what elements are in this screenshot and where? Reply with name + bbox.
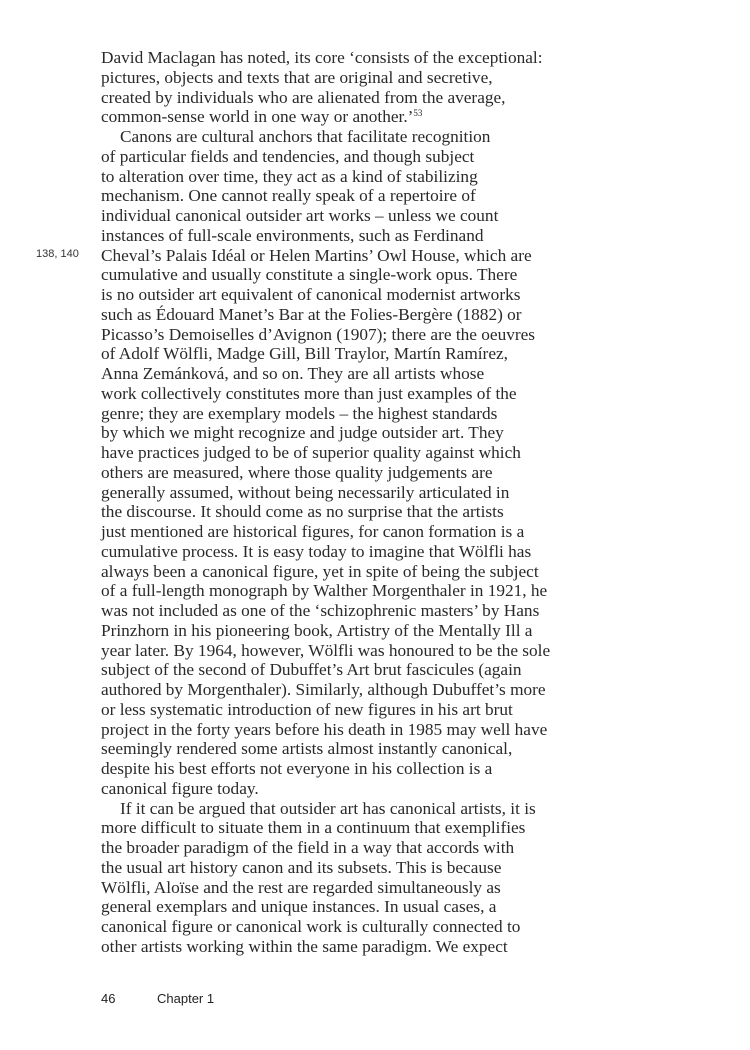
text-line: Canons are cultural anchors that facilitate recognition [120, 127, 491, 146]
running-footer-chapter: Chapter 1 [157, 991, 215, 1006]
text-line: just mentioned are historical figures, for canon formation is a [101, 522, 525, 541]
text-line: the broader paradigm of the field in a way that accords with [101, 838, 515, 857]
text-line: instances of full-scale environments, such as Ferdinand [101, 225, 484, 245]
text-line: of a full-length monograph by Walther Morgenthaler in 1921, he [101, 581, 548, 601]
text-line: mechanism. One cannot really speak of a repertoire of [101, 186, 476, 206]
text-line: always been a canonical figure, yet in spite of being the subject [101, 561, 539, 581]
paragraph-3 [101, 799, 611, 957]
text-line: authored by Morgenthaler). Similarly, although Dubuffet’s more [101, 680, 546, 699]
paragraph-1 [101, 48, 611, 127]
text-line: to alteration over time, they act as a kind of stabilizing [101, 166, 478, 186]
text-line [101, 107, 611, 127]
body-text [101, 48, 611, 957]
text-line: Picasso’s Demoiselles d’Avignon (1907); there are the oeuvres [101, 324, 535, 344]
text-line: was not included as one of the ‘schizophrenic masters’ by Hans [101, 601, 540, 620]
text-line: generally assumed, without being necessarily articulated in [101, 482, 510, 502]
text-line: David Maclagan has noted, its core ‘consists of the exceptional: [101, 48, 543, 67]
text-line: subject of the second of Dubuffet’s Art brut fascicules (again [101, 660, 522, 680]
paragraph-2 [101, 127, 611, 799]
text-line: work collectively constitutes more than just examples of the [101, 383, 517, 403]
text-line: seemingly rendered some artists almost instantly canonical, [101, 739, 513, 759]
text-line: canonical figure today. [101, 778, 259, 798]
text-line: Anna Zemánková, and so on. They are all artists whose [101, 364, 485, 383]
text-line: canonical figure or canonical work is culturally connected to [101, 917, 521, 936]
text-line: cumulative process. It is easy today to imagine that Wölfli has [101, 541, 532, 561]
text-line: general exemplars and unique instances. In usual cases, a [101, 897, 497, 917]
text-line: the discourse. It should come as no surprise that the artists [101, 502, 504, 522]
text-line: such as Édouard Manet’s Bar at the Folies-Bergère (1882) or [101, 304, 522, 324]
text-line: others are measured, where those quality judgements are [101, 462, 493, 482]
text-line: the usual art history canon and its subsets. This is because [101, 857, 502, 877]
text-line: Wölfli, Aloïse and the rest are regarded simultaneously as [101, 877, 501, 897]
text-line: by which we might recognize and judge outsider art. They [101, 423, 504, 443]
text-line: individual canonical outsider art works – unless we count [101, 206, 499, 225]
text-line: Cheval’s Palais Idéal or Helen Martins’ Owl House, which are [101, 245, 532, 265]
margin-cross-reference: 138, 140 [36, 248, 79, 260]
text-line: year later. By 1964, however, Wölfli was honoured to be the sole [101, 640, 551, 660]
text-line-content: common-sense world in one way or another.’ [101, 107, 414, 127]
text-line: pictures, objects and texts that are original and secretive, [101, 67, 493, 87]
footnote-reference[interactable]: 53 [413, 108, 423, 119]
text-line: Prinzhorn in his pioneering book, Artistry of the Mentally Ill a [101, 620, 533, 640]
page-number: 46 [101, 991, 116, 1006]
text-line: is no outsider art equivalent of canonical modernist artworks [101, 285, 521, 304]
text-line: other artists working within the same paradigm. We expect [101, 936, 508, 956]
text-line: genre; they are exemplary models – the highest standards [101, 403, 498, 423]
text-line: cumulative and usually constitute a single-work opus. There [101, 265, 518, 285]
text-line: of particular fields and tendencies, and though subject [101, 146, 475, 166]
text-line: If it can be argued that outsider art has canonical artists, it is [120, 798, 536, 818]
text-line: of Adolf Wölfli, Madge Gill, Bill Traylor, Martín Ramírez, [101, 344, 508, 364]
text-line: have practices judged to be of superior quality against which [101, 443, 521, 462]
text-line: created by individuals who are alienated from the average, [101, 87, 506, 107]
text-line: or less systematic introduction of new figures in his art brut [101, 699, 513, 719]
text-line: more difficult to situate them in a continuum that exemplifies [101, 818, 526, 838]
text-line: project in the forty years before his death in 1985 may well have [101, 719, 548, 739]
text-line: despite his best efforts not everyone in his collection is a [101, 759, 493, 778]
page-footer [101, 991, 215, 1006]
